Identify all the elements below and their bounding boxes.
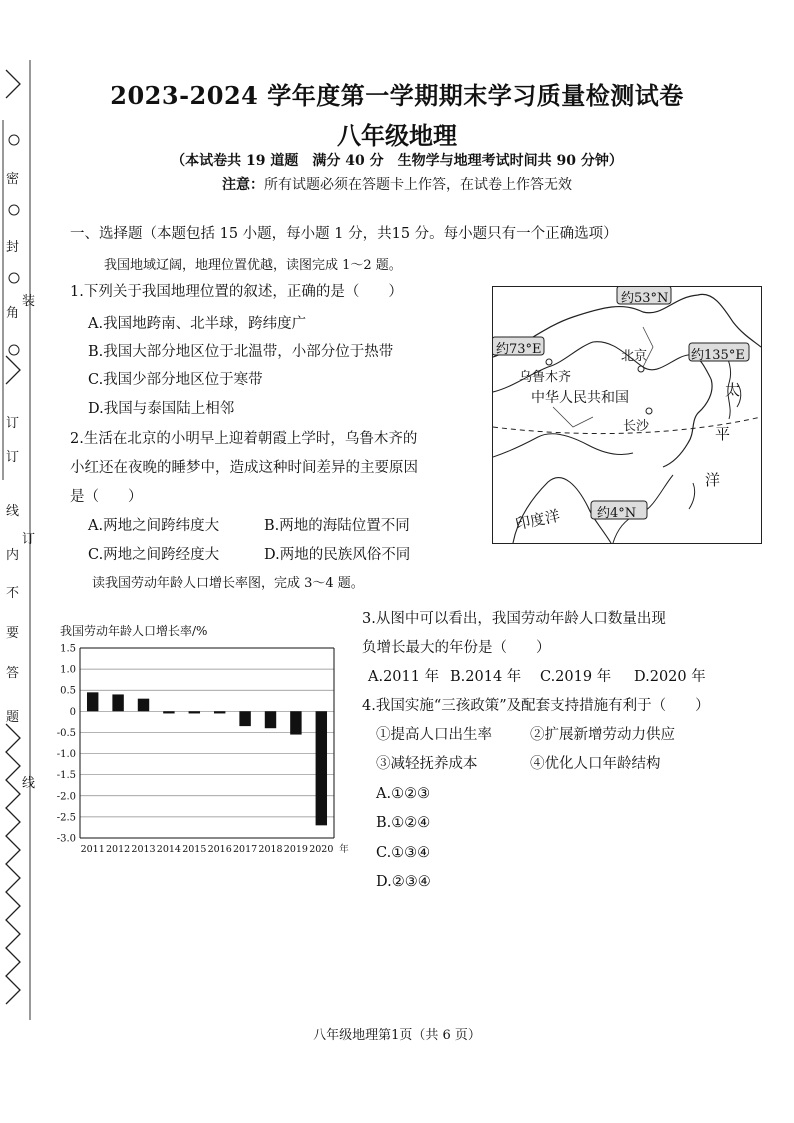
q3-option-a: A.2011 年: [368, 669, 440, 685]
q4-stem: 4.我国实施“三孩政策”及配套支持措施有利于（ ）: [362, 698, 710, 714]
gutter-side-word: 装: [22, 294, 36, 309]
map-label-73e: 约73°E: [496, 342, 542, 357]
q2-option-b: B.两地的海陆位置不同: [264, 518, 410, 534]
q2-option-a: A.两地之间跨纬度大: [88, 518, 220, 534]
map-label-53n: 约53°N: [621, 291, 669, 306]
y-tick-label: -2.0: [56, 791, 76, 803]
bar-2014: [163, 711, 174, 713]
map-ocean-pacific-3: 洋: [705, 471, 721, 489]
q1-option-c: C.我国少部分地区位于寒带: [88, 372, 263, 388]
x-tick-label: 2014: [156, 844, 181, 855]
q4-option-b: B.①②④: [376, 815, 431, 831]
gutter-char: 要: [6, 626, 20, 641]
labor-population-chart: [56, 622, 356, 862]
gutter-char: 答: [6, 666, 20, 681]
gutter-side-word: 订: [22, 532, 36, 547]
y-tick-label: 0.5: [60, 685, 76, 697]
page-footer: 八年级地理第1页（共 6 页）: [313, 1028, 481, 1043]
gutter-char: 内: [6, 548, 20, 563]
q4-item-4: ④优化人口年龄结构: [530, 756, 661, 772]
map-ocean-indian: 印度洋: [513, 506, 562, 534]
x-tick-label: 2020: [309, 844, 334, 855]
x-tick-label: 2012: [106, 844, 131, 855]
exam-title: 2023-2024 学年度第一学期期末学习质量检测试卷: [110, 81, 684, 110]
x-tick-label: 2018: [258, 844, 283, 855]
bar-2017: [239, 711, 250, 726]
notice-label: 注意：: [222, 177, 264, 193]
map-city-urumqi: 乌鲁木齐: [519, 370, 572, 385]
bar-2015: [189, 711, 200, 713]
q4-option-d: D.②③④: [376, 874, 431, 890]
map-label-4n: 约4°N: [597, 506, 637, 521]
q2-option-c: C.两地之间跨经度大: [88, 547, 220, 563]
y-tick-label: 1.5: [60, 643, 76, 655]
notice-text: 所有试题必须在答题卡上作答，在试卷上作答无效: [264, 177, 572, 193]
y-tick-label: -0.5: [56, 727, 76, 739]
map-label-135e: 约135°E: [691, 348, 745, 363]
gutter-side-word: 线: [22, 776, 36, 791]
q2-stem-line2: 小红还在夜晚的睡梦中，造成这种时间差异的主要原因: [70, 460, 418, 476]
x-tick-label: 2019: [283, 844, 308, 855]
exam-subject: 八年级地理: [337, 121, 457, 150]
gutter-char: 线: [6, 504, 20, 519]
section-heading: 一、选择题（本题包括 15 小题，每小题 1 分，共15 分。每小题只有一个正确选项）: [70, 226, 618, 242]
q4-item-2: ②扩展新增劳动力供应: [530, 727, 675, 743]
y-tick-label: -3.0: [56, 833, 76, 845]
y-tick-label: 1.0: [60, 664, 76, 676]
chart-title: 我国劳动年龄人口增长率/%: [60, 624, 208, 638]
q4-option-a: A.①②③: [376, 786, 431, 802]
q4-item-1: ①提高人口出生率: [376, 727, 492, 743]
bar-2012: [112, 694, 123, 711]
gutter-char: 题: [6, 710, 20, 725]
bar-2020: [316, 711, 327, 825]
q1-stem: 1.下列关于我国地理位置的叙述，正确的是（ ）: [70, 284, 403, 300]
x-tick-label: 2011: [80, 844, 105, 855]
bar-2016: [214, 711, 225, 713]
exam-notice: [0, 174, 794, 194]
chart-svg: [56, 622, 356, 862]
y-tick-label: -1.5: [56, 770, 76, 782]
bar-2011: [87, 692, 98, 711]
q3-option-d: D.2020 年: [634, 669, 706, 685]
china-location-map: [492, 286, 762, 544]
x-tick-label: 2016: [207, 844, 232, 855]
map-country-label: 中华人民共和国: [531, 390, 629, 406]
y-tick-label: -1.0: [56, 749, 76, 761]
gutter-char: 订: [6, 416, 20, 431]
q2-stem-line3: 是（ ）: [70, 489, 143, 505]
y-tick-label: 0: [69, 706, 76, 718]
gutter-char: 订: [6, 450, 20, 465]
bar-2013: [138, 699, 149, 712]
bar-2019: [290, 711, 301, 734]
q3-option-b: B.2014 年: [450, 669, 522, 685]
gutter-char: 不: [6, 586, 20, 601]
x-tick-label: 2013: [131, 844, 156, 855]
bar-2018: [265, 711, 276, 728]
y-tick-label: -2.5: [56, 812, 76, 824]
map-ocean-pacific-1: 太: [725, 381, 741, 399]
exam-info: （本试卷共 19 道题 满分 40 分 生物学与地理考试时间共 90 分钟）: [171, 153, 623, 169]
x-unit-label: 年: [339, 844, 349, 855]
q3-stem-line1: 3.从图中可以看出，我国劳动年龄人口数量出现: [362, 611, 666, 627]
intro-1-2: 我国地域辽阔，地理位置优越，读图完成 1～2 题。: [104, 258, 402, 273]
q4-option-c: C.①③④: [376, 845, 431, 861]
intro-3-4: 读我国劳动年龄人口增长率图，完成 3～4 题。: [92, 576, 364, 591]
q2-stem-line1: 2.生活在北京的小明早上迎着朝霞上学时，乌鲁木齐的: [70, 431, 418, 447]
x-tick-label: 2017: [233, 844, 258, 855]
q2-option-d: D.两地的民族风俗不同: [264, 547, 411, 563]
q3-stem-line2: 负增长最大的年份是（ ）: [362, 640, 551, 656]
q3-option-c: C.2019 年: [540, 669, 612, 685]
map-city-beijing: 北京: [621, 349, 648, 364]
map-city-changsha: 长沙: [623, 419, 650, 434]
q1-option-a: A.我国地跨南、北半球，跨纬度广: [88, 316, 307, 332]
gutter-char: 封: [6, 240, 20, 255]
q4-item-3: ③减轻抚养成本: [376, 756, 478, 772]
q1-option-d: D.我国与泰国陆上相邻: [88, 401, 235, 417]
map-ocean-pacific-2: 平: [715, 425, 731, 443]
gutter-char: 密: [6, 172, 20, 187]
gutter-char: 角: [6, 306, 20, 321]
x-tick-label: 2015: [182, 844, 207, 855]
q1-option-b: B.我国大部分地区位于北温带，小部分位于热带: [88, 344, 394, 360]
